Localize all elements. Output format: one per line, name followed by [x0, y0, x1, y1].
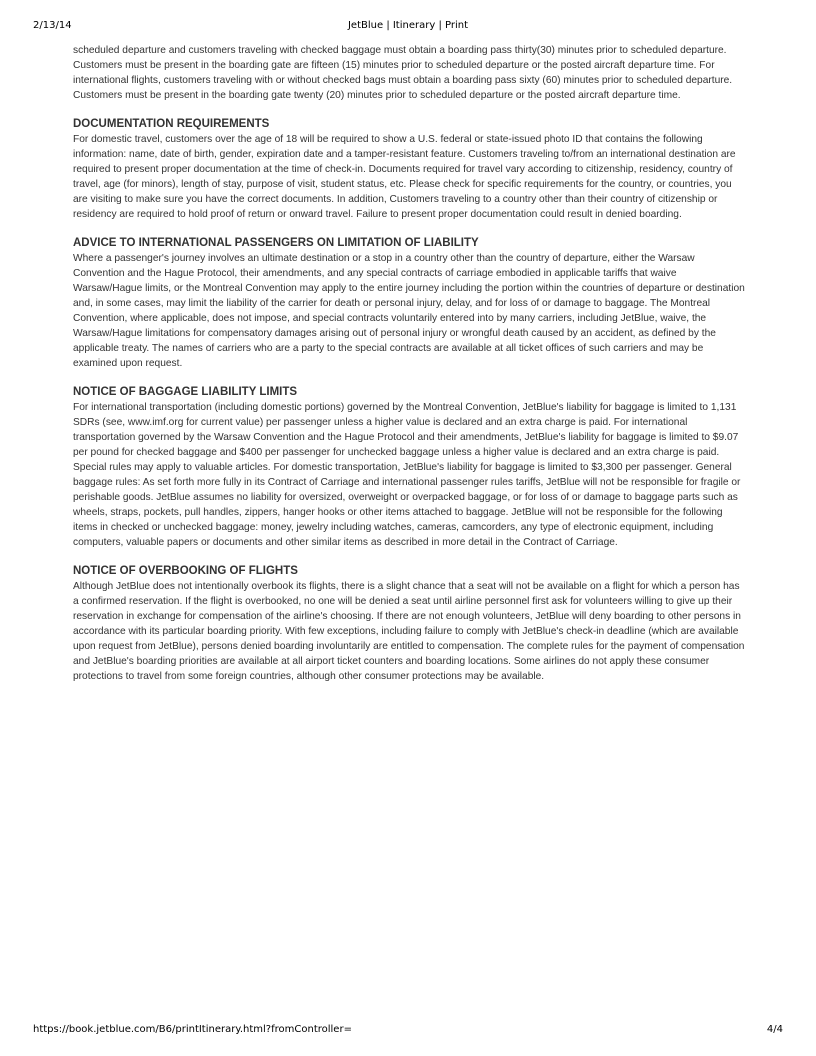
print-page-title: JetBlue | Itinerary | Print [347, 20, 468, 31]
overbooking-heading: NOTICE OF OVERBOOKING OF FLIGHTS [73, 565, 298, 577]
documentation-requirements-heading: DOCUMENTATION REQUIREMENTS [73, 118, 270, 130]
boarding-pass-intro-paragraph: scheduled departure and customers traveling with checked baggage must obtain a boarding pass thirty(30) minutes prior to scheduled departure. Customers must be present in the boarding gate are fifteen (15) minutes prior to scheduled departure or the posted aircraft departure time. For international flights, customers traveling with or without checked bags must obtain a boarding pass sixty (60) minutes prior to scheduled departure. Customers must be present in the boarding gate twenty (20) minutes prior to scheduled departure or the posted aircraft departure time. [73, 45, 733, 101]
overbooking-body: Although JetBlue does not intentionally overbook its flights, there is a slight chance that a seat will not be available on a flight for which a person has a confirmed reservation. If the flight is overbooked, no one will be denied a seat until airline personnel first ask for volunteers willing to give up their reservation in exchange for compensation of the airline's choosing. If there are not enough volunteers, JetBlue will deny boarding to other persons in accordance with its particular boarding priority. With few exceptions, including failure to comply with JetBlue's check-in deadline (which are available upon request from JetBlue), persons denied boarding involuntarily are entitled to compensation. The complete rules for the payment of compensation and JetBlue's boarding priorities are available at all airport ticket counters and boarding locations. Some airlines do not apply these consumer protections to travel from some foreign countries, although other consumer protections may be available. [73, 581, 745, 682]
documentation-requirements-body: For domestic travel, customers over the age of 18 will be required to show a U.S. federal or state-issued photo ID that contains the following information: name, date of birth, gender, expiration date and a tamper-resistant feature. Customers traveling to/from an international destination are required to present proper documentation at the time of check-in. Documents required for travel vary according to citizenship, residency, country of travel, age (for minors), length of stay, purpose of visit, student status, etc. Please check for specific requirements for the country, or countries, you are visiting to make sure you have the correct documents. In addition, Customers traveling to a country other than their country of citizenship or residency are required to hold proof of return or onward travel. Failure to present proper documentation could result in denied boarding. [73, 134, 736, 220]
page-number: 4/4 [766, 1024, 783, 1035]
overbooking-section [73, 564, 745, 684]
print-header [0, 19, 816, 33]
liability-advice-body: Where a passenger's journey involves an ultimate destination or a stop in a country other than the country of departure, either the Warsaw Convention and the Hague Protocol, their amendments, and any special contracts of carriage embodied in applicable tariffs that waive Warsaw/Hague limits, or the Montreal Convention may apply to the entire journey including the portion within the countries of departure or destination and, in some cases, may limit the liability of the carrier for death or personal injury, delay, and for loss of or damage to baggage. The Montreal Convention, where applicable, does not impose, and special contracts voluntarily entered into by many carriers, including JetBlue, waive, the Warsaw/Hague limitations for compensatory damages arising out of personal injury or wrongful death caused by an accident, as defined by the applicable treaty. The names of carriers who are a party to the special contracts are available at all ticket offices of such carriers and may be examined upon request. [73, 253, 745, 369]
baggage-liability-section [73, 385, 745, 550]
print-date: 2/13/14 [33, 20, 72, 31]
print-url: https://book.jetblue.com/B6/printItinerary.html?fromController= [33, 1024, 352, 1035]
print-footer [0, 1023, 816, 1037]
liability-advice-section [73, 236, 745, 371]
baggage-liability-heading: NOTICE OF BAGGAGE LIABILITY LIMITS [73, 386, 298, 398]
documentation-requirements-section [73, 117, 745, 222]
liability-advice-heading: ADVICE TO INTERNATIONAL PASSENGERS ON LIMITATION OF LIABILITY [73, 237, 479, 249]
itinerary-terms-content [73, 43, 745, 684]
baggage-liability-body: For international transportation (including domestic portions) governed by the Montreal Convention, JetBlue's liability for baggage is limited to 1,131 SDRs (see, www.imf.org for current value) per passenger unless a higher value is declared and an extra charge is paid. For international transportation governed by the Warsaw Convention and the Hague Protocol and their amendments, JetBlue's liability for baggage is limited to $9.07 per pound for checked baggage and $400 per passenger for unchecked baggage unless a higher value is declared and an extra charge is paid. Special rules may apply to valuable articles. For domestic transportation, JetBlue's liability for baggage is limited to $3,300 per passenger. General baggage rules: As set forth more fully in its Contract of Carriage and international passenger rules tariffs, JetBlue will not be responsible for fragile or perishable goods. JetBlue assumes no liability for oversized, overweight or overpacked baggage, or for loss of or damage to baggage parts such as wheels, straps, pockets, pull handles, zippers, hanger hooks or other items attached to baggage. JetBlue will not be responsible for the following items in checked or unchecked baggage: money, jewelry including watches, cameras, camcorders, any type of electronic equipment, including computers, valuable papers or documents and other similar items as described in more detail in the Contract of Carriage. [73, 402, 741, 548]
